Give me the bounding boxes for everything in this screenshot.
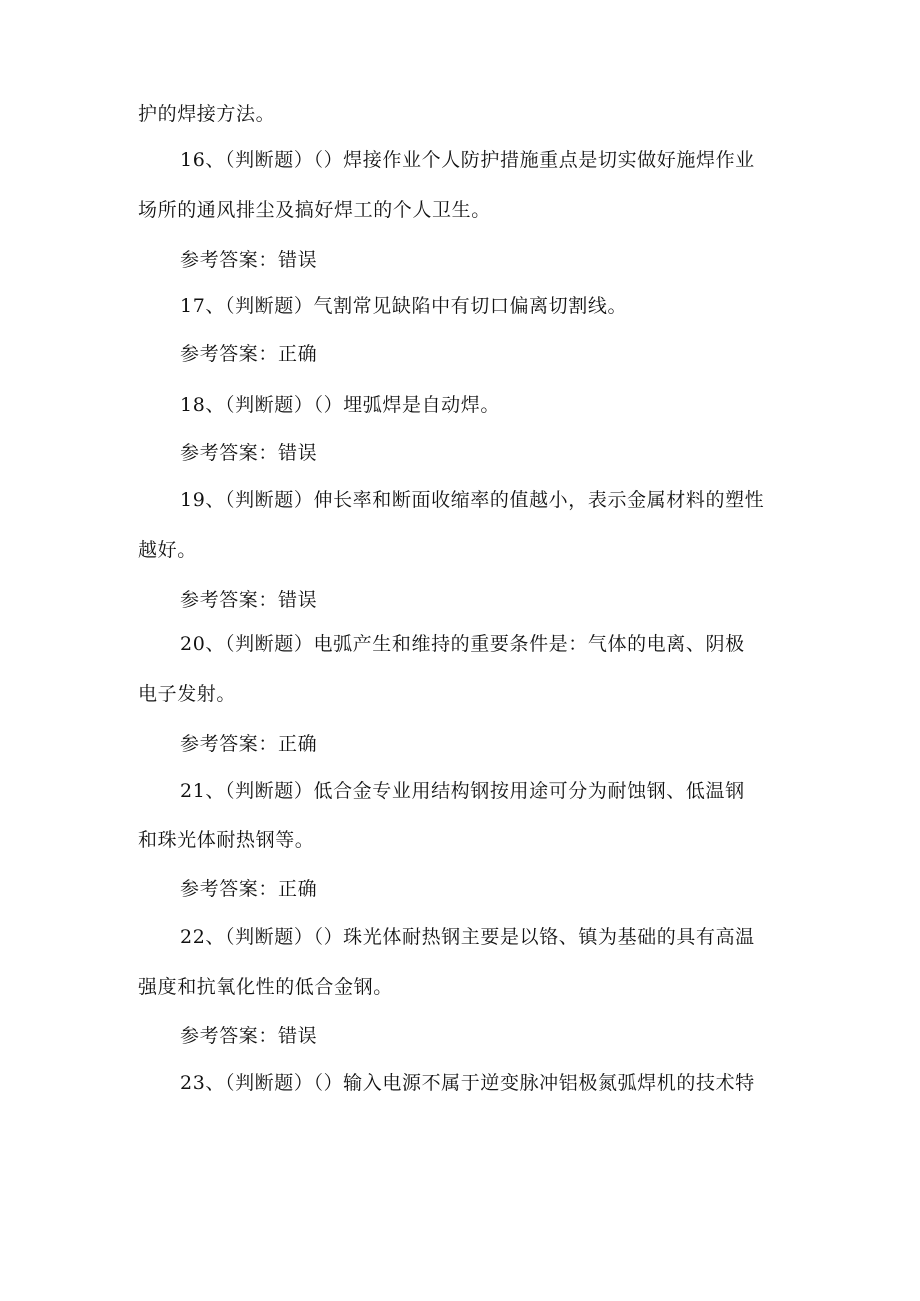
question-20-text-cont: 电子发射。 [138, 683, 237, 705]
question-21-text-cont: 和珠光体耐热钢等。 [138, 829, 315, 851]
question-18-text: 18、（判断题）（）埋弧焊是自动焊。 [180, 394, 500, 416]
question-15-text-end: 护的焊接方法。 [138, 103, 276, 125]
question-21-text: 21、（判断题）低合金专业用结构钢按用途可分为耐蚀钢、低温钢 [180, 780, 745, 802]
answer-19: 参考答案：错误 [180, 589, 318, 611]
question-16-text-cont: 场所的通风排尘及搞好焊工的个人卫生。 [138, 199, 491, 221]
answer-17: 参考答案：正确 [180, 343, 318, 365]
answer-20: 参考答案：正确 [180, 733, 318, 755]
question-20-text: 20、（判断题）电弧产生和维持的重要条件是：气体的电离、阴极 [180, 633, 745, 655]
question-19-text: 19、（判断题）伸长率和断面收缩率的值越小，表示金属材料的塑性 [180, 489, 765, 511]
question-22-text-cont: 强度和抗氧化性的低合金钢。 [138, 976, 393, 998]
answer-21: 参考答案：正确 [180, 878, 318, 900]
answer-16: 参考答案：错误 [180, 249, 318, 271]
question-17-text: 17、（判断题）气割常见缺陷中有切口偏离切割线。 [180, 295, 628, 317]
question-22-text: 22、（判断题）（）珠光体耐热钢主要是以铬、镇为基础的具有高温 [180, 926, 755, 948]
question-16-text: 16、（判断题）（）焊接作业个人防护措施重点是切实做好施焊作业 [180, 149, 755, 171]
answer-22: 参考答案：错误 [180, 1025, 318, 1047]
question-19-text-cont: 越好。 [138, 539, 197, 561]
answer-18: 参考答案：错误 [180, 442, 318, 464]
question-23-text: 23、（判断题）（）输入电源不属于逆变脉冲铝极氮弧焊机的技术特 [180, 1072, 755, 1094]
